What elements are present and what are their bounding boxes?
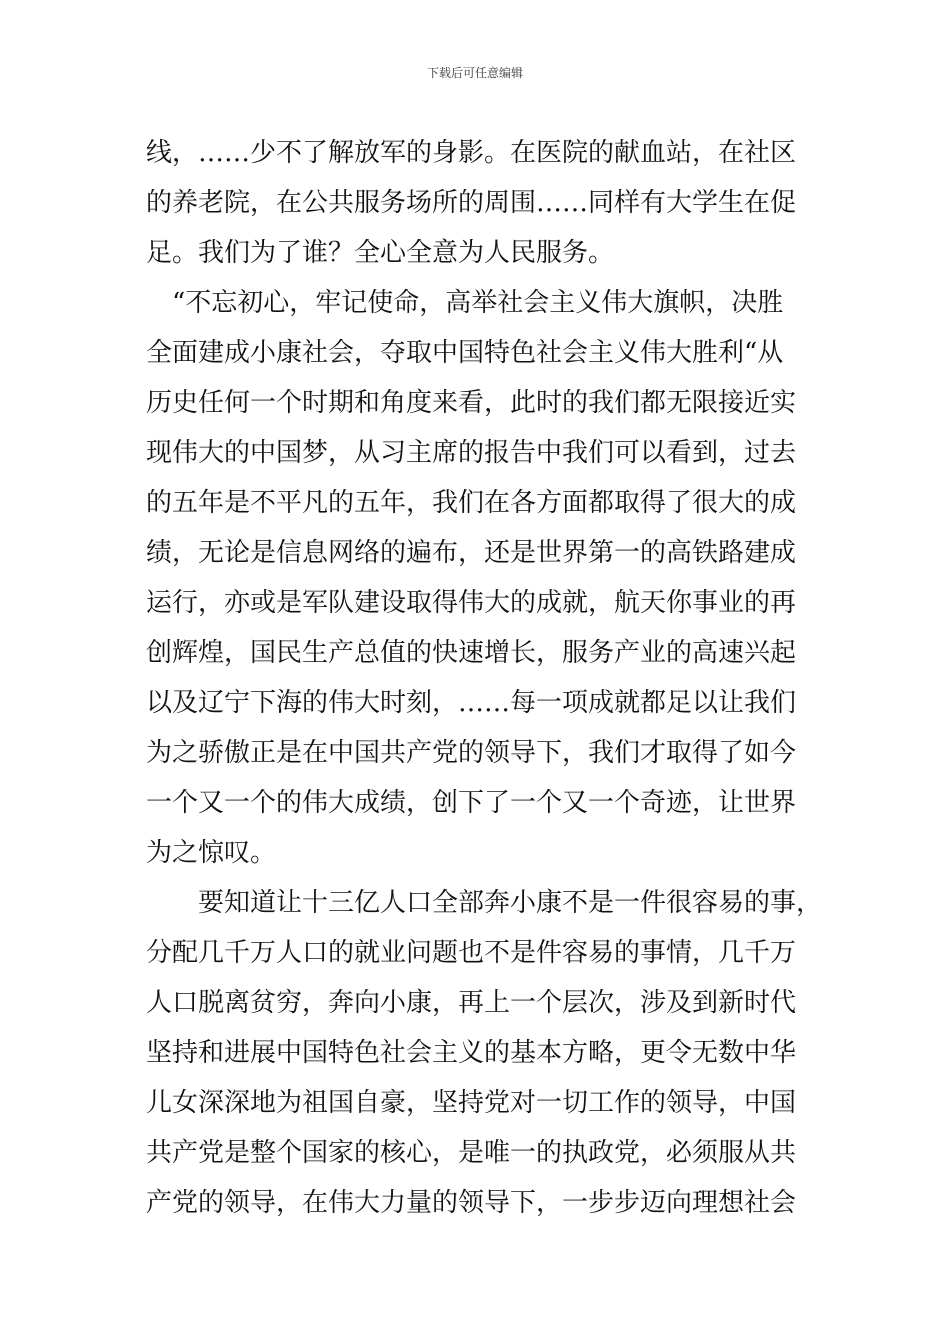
text-line: 分配几千万人口的就业问题也不是件容易的事情，几千万 xyxy=(146,938,797,968)
text-line: 创辉煌，国民生产总值的快速增长，服务产业的高速兴起 xyxy=(146,638,797,668)
text-line: 以及辽宁下海的伟大时刻，……每一项成就都足以让我们 xyxy=(146,688,797,718)
text-line: 现伟大的中国梦，从习主席的报告中我们可以看到，过去 xyxy=(146,438,797,468)
text-line: 共产党是整个国家的核心，是唯一的执政党，必须服从共 xyxy=(146,1138,797,1168)
text-line: 运行，亦或是军队建设取得伟大的成就，航天你事业的再 xyxy=(146,588,797,618)
text-line: 产党的领导，在伟大力量的领导下，一步步迈向理想社会 xyxy=(146,1188,797,1218)
text-line: 绩，无论是信息网络的遍布，还是世界第一的高铁路建成 xyxy=(146,538,797,568)
text-line: 为之骄傲正是在中国共产党的领导下，我们才取得了如今 xyxy=(146,738,797,768)
text-line: 儿女深深地为祖国自豪，坚持党对一切工作的领导，中国 xyxy=(146,1088,797,1118)
text-line: 人口脱离贫穷，奔向小康，再上一个层次，涉及到新时代 xyxy=(146,988,797,1018)
text-line: “不忘初心，牢记使命，高举社会主义伟大旗帜，决胜 xyxy=(172,288,784,318)
text-line: 历史任何一个时期和角度来看，此时的我们都无限接近实 xyxy=(146,388,797,418)
text-line: 足。我们为了谁？全心全意为人民服务。 xyxy=(146,238,615,268)
text-line: 的养老院，在公共服务场所的周围……同样有大学生在促 xyxy=(146,188,797,218)
document-body xyxy=(146,128,823,1228)
text-line: 一个又一个的伟大成绩，创下了一个又一个奇迹，让世界 xyxy=(146,788,797,818)
text-line: 要知道让十三亿人口全部奔小康不是一件很容易的事， xyxy=(198,888,823,918)
text-line: 为之惊叹。 xyxy=(146,838,277,868)
text-line: 的五年是不平凡的五年，我们在各方面都取得了很大的成 xyxy=(146,488,797,518)
text-line: 线，……少不了解放军的身影。在医院的献血站，在社区 xyxy=(146,138,797,168)
text-line: 全面建成小康社会，夺取中国特色社会主义伟大胜利“从 xyxy=(146,338,784,368)
page-header-note: 下载后可任意编辑 xyxy=(426,66,523,80)
text-line: 坚持和进展中国特色社会主义的基本方略，更令无数中华 xyxy=(146,1038,797,1068)
